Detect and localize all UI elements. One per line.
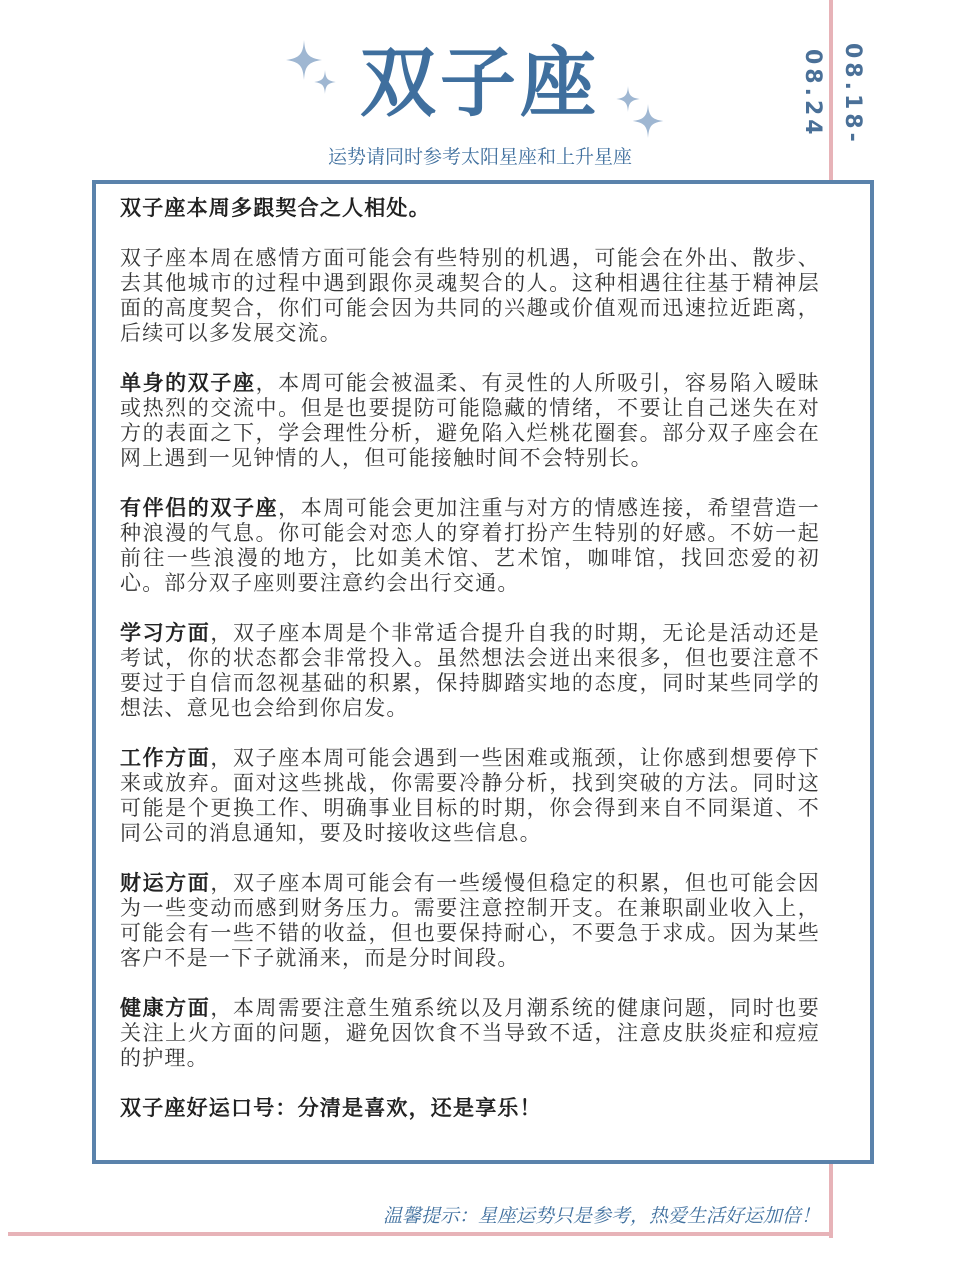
sparkle-icon-large-right	[632, 104, 664, 138]
wealth-label: 财运方面	[120, 871, 211, 895]
work-label: 工作方面	[120, 746, 211, 770]
footer-tip: 温馨提示：星座运势只是参考，热爱生活好运加倍！	[382, 1205, 820, 1227]
partner-paragraph	[120, 496, 820, 596]
wealth-text: ，双子座本周可能会有一些缓慢但稳定的积累，但也可能会因为一些变动而感到财务压力。需要注意控制开支。在兼职副业收入上，可能会有一些不错的收益，但也要保持耐心，不要急于求成。因为某些客户不是一下子就涌来，而是分时间段。	[120, 871, 820, 970]
single-label: 单身的双子座	[120, 371, 256, 395]
study-paragraph	[120, 621, 820, 721]
headline: 双子座本周多跟契合之人相处。	[120, 196, 431, 220]
pink-horizontal-rule	[8, 1232, 833, 1236]
health-label: 健康方面	[120, 996, 211, 1020]
single-text: ，本周可能会被温柔、有灵性的人所吸引，容易陷入暧昧或热烈的交流中。但是也要提防可能隐藏的情绪，不要让自己迷失在对方的表面之下，学会理性分析，避免陷入烂桃花圈套。部分双子座会在网上遇到一见钟情的人，但可能接触时间不会特别长。	[120, 371, 820, 470]
study-text: ，双子座本周是个非常适合提升自我的时期，无论是活动还是考试，你的状态都会非常投入。虽然想法会迸出来很多，但也要注意不要过于自信而忽视基础的积累，保持脚踏实地的态度，同时某些同学的想法、意见也会给到你启发。	[120, 621, 820, 720]
page-title: 双子座	[360, 38, 600, 127]
headline-paragraph	[120, 196, 820, 221]
wealth-paragraph	[120, 871, 820, 971]
work-paragraph	[120, 746, 820, 846]
health-paragraph	[120, 996, 820, 1071]
slogan: 双子座好运口号：分清是喜欢，还是享乐！	[120, 1096, 542, 1120]
work-text: ，双子座本周可能会遇到一些困难或瓶颈，让你感到想要停下来或放弃。面对这些挑战，你需要冷静分析，找到突破的方法。同时这可能是个更换工作、明确事业目标的时期，你会得到来自不同渠道、不同公司的消息通知，要及时接收这些信息。	[120, 746, 820, 845]
sparkle-icon-small-left	[314, 70, 336, 94]
partner-label: 有伴侣的双子座	[120, 496, 279, 520]
single-paragraph	[120, 371, 820, 471]
horoscope-body	[120, 196, 820, 1146]
slogan-paragraph	[120, 1096, 820, 1121]
partner-text: ，本周可能会更加注重与对方的情感连接，希望营造一种浪漫的气息。你可能会对恋人的穿着打扮产生特别的好感。不妨一起前往一些浪漫的地方，比如美术馆、艺术馆，咖啡馆，找回恋爱的初心。部分双子座则要注意约会出行交通。	[120, 496, 820, 595]
health-text: ，本周需要注意生殖系统以及月潮系统的健康问题，同时也要关注上火方面的问题，避免因饮食不当导致不适，注意皮肤炎症和痘痘的护理。	[120, 996, 820, 1070]
study-label: 学习方面	[120, 621, 211, 645]
intro-paragraph: 双子座本周在感情方面可能会有些特别的机遇，可能会在外出、散步、去其他城市的过程中遇到跟你灵魂契合的人。这种相遇往往基于精神层面的高度契合，你们可能会因为共同的兴趣或价值观而迅速拉近距离，后续可以多发展交流。	[120, 246, 820, 345]
page-subtitle: 运势请同时参考太阳星座和上升星座	[327, 146, 632, 168]
date-range: 08.18-08.24	[800, 42, 865, 146]
